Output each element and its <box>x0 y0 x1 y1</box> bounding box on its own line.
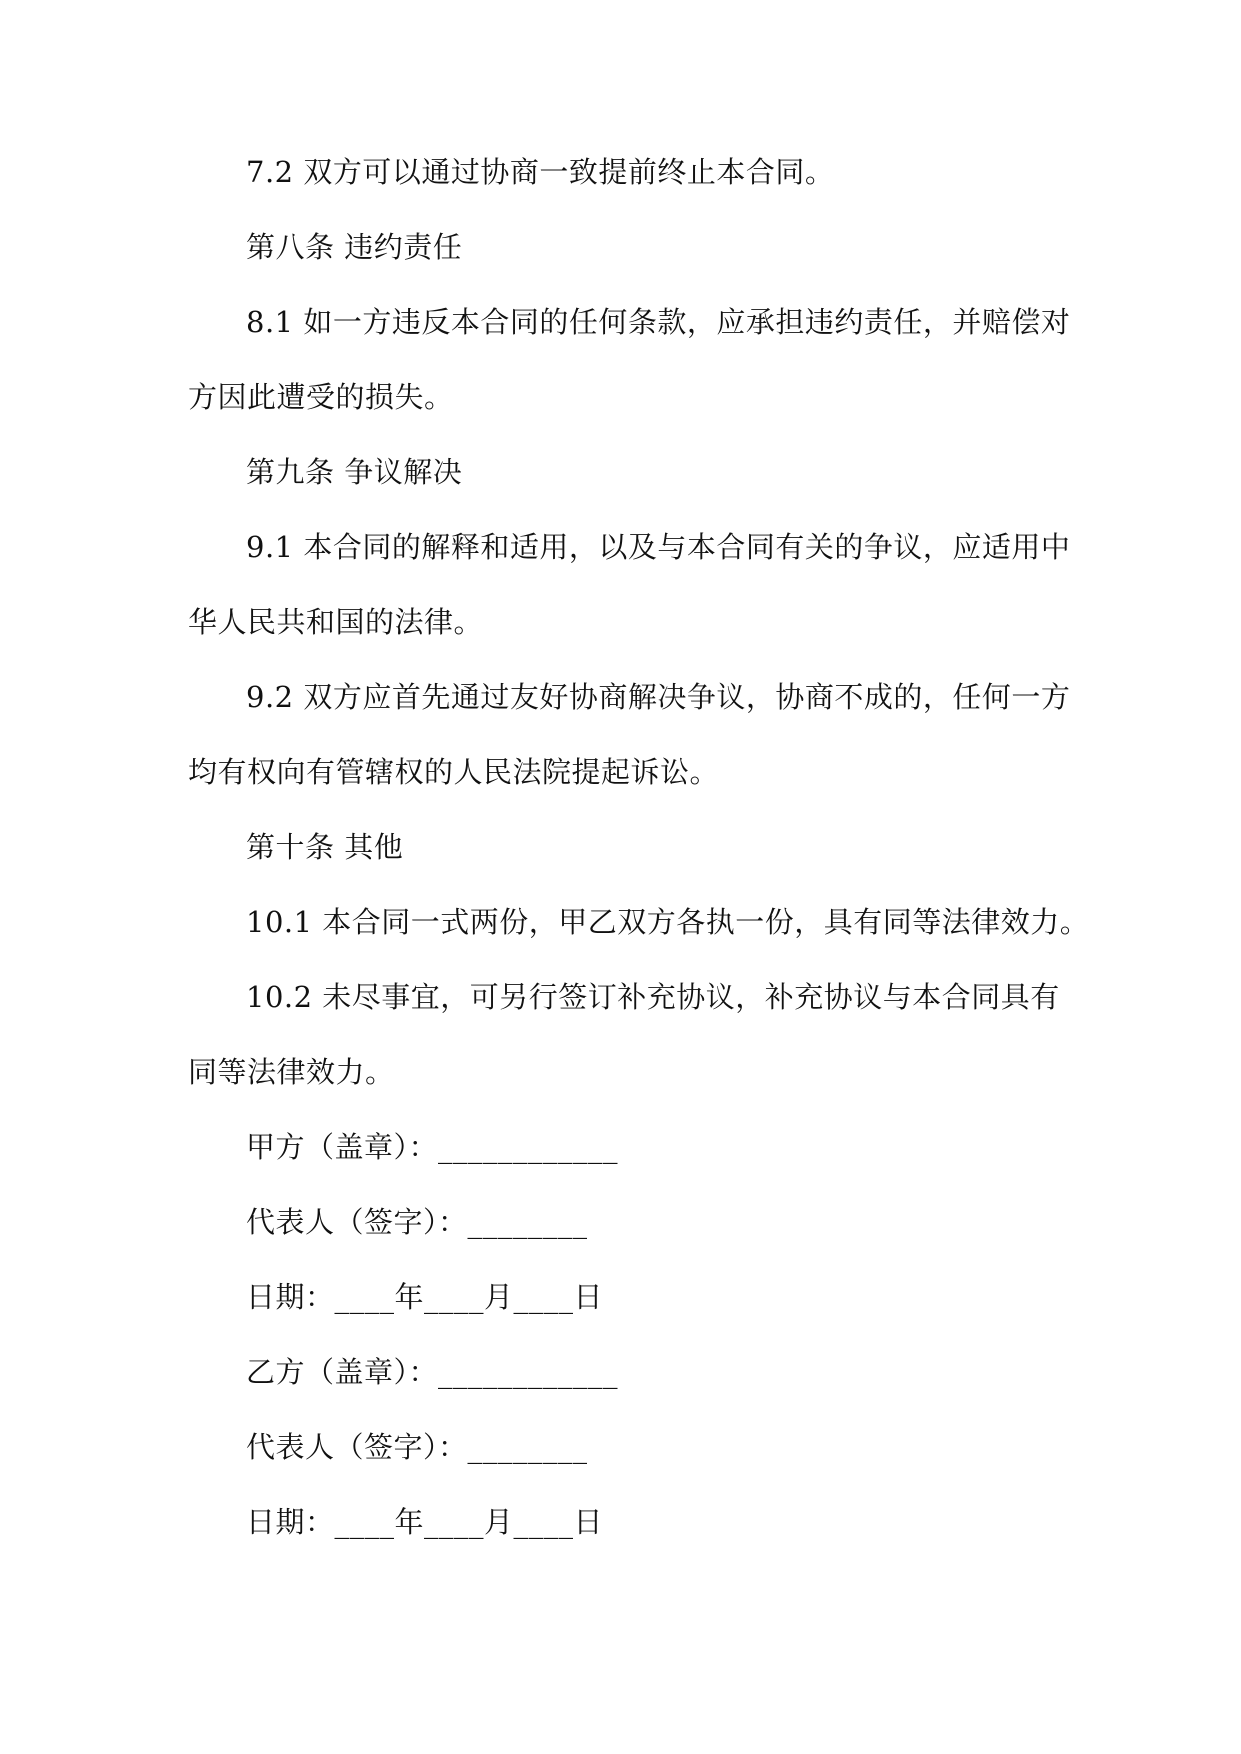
party-b-representative-field: 代表人（签字）：________ <box>246 1430 588 1464</box>
clause-10-2-continued: 同等法律效力。 <box>188 1055 395 1089</box>
article-9-heading: 第九条 争议解决 <box>246 455 463 489</box>
party-a-seal-field: 甲方（盖章）：____________ <box>246 1130 619 1164</box>
clause-9-1: 9.1 本合同的解释和适用，以及与本合同有关的争议，应适用中 <box>246 530 1071 564</box>
article-10-heading: 第十条 其他 <box>246 830 404 864</box>
article-8-heading: 第八条 违约责任 <box>246 230 463 264</box>
party-b-seal-field: 乙方（盖章）：____________ <box>246 1355 619 1389</box>
party-b-date-field: 日期：____年____月____日 <box>246 1505 604 1539</box>
clause-8-1-continued: 方因此遭受的损失。 <box>188 380 454 414</box>
party-a-representative-field: 代表人（签字）：________ <box>246 1205 588 1239</box>
clause-9-1-continued: 华人民共和国的法律。 <box>188 605 484 639</box>
clause-9-2: 9.2 双方应首先通过友好协商解决争议，协商不成的，任何一方 <box>246 680 1071 714</box>
clause-10-2: 10.2 未尽事宜，可另行签订补充协议，补充协议与本合同具有 <box>246 980 1060 1014</box>
clause-10-1: 10.1 本合同一式两份，甲乙双方各执一份，具有同等法律效力。 <box>246 905 1090 939</box>
party-a-date-field: 日期：____年____月____日 <box>246 1280 604 1314</box>
clause-8-1: 8.1 如一方违反本合同的任何条款，应承担违约责任，并赔偿对 <box>246 305 1071 339</box>
clause-9-2-continued: 均有权向有管辖权的人民法院提起诉讼。 <box>188 755 720 789</box>
clause-7-2: 7.2 双方可以通过协商一致提前终止本合同。 <box>246 155 835 189</box>
